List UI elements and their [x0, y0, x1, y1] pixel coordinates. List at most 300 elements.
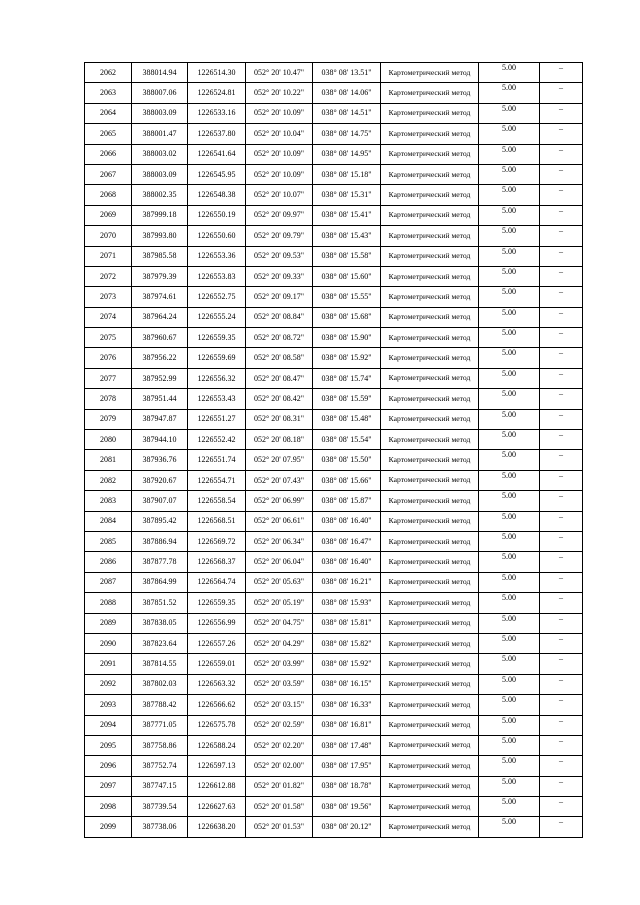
longitude-cell: 038° 08' 15.43": [313, 226, 381, 246]
precision-cell: 5.00: [479, 185, 540, 205]
note-cell: –: [540, 246, 583, 266]
latitude-cell: 052° 20' 02.00": [246, 756, 313, 776]
x-coordinate-cell: 387739.54: [132, 797, 188, 817]
latitude-cell: 052° 20' 01.58": [246, 797, 313, 817]
method-cell: Картометрический метод: [381, 552, 479, 572]
x-coordinate-cell: 387993.80: [132, 226, 188, 246]
note-cell: –: [540, 63, 583, 83]
latitude-cell: 052° 20' 09.97": [246, 205, 313, 225]
point-number-cell: 2083: [85, 491, 132, 511]
x-coordinate-cell: 387985.58: [132, 246, 188, 266]
x-coordinate-cell: 388003.09: [132, 164, 188, 184]
note-cell: –: [540, 103, 583, 123]
precision-cell: 5.00: [479, 328, 540, 348]
point-number-cell: 2098: [85, 797, 132, 817]
latitude-cell: 052° 20' 08.84": [246, 307, 313, 327]
longitude-cell: 038° 08' 15.81": [313, 613, 381, 633]
table-row: [85, 572, 583, 592]
table-row: [85, 470, 583, 490]
method-cell: Картометрический метод: [381, 266, 479, 286]
latitude-cell: 052° 20' 10.07": [246, 185, 313, 205]
precision-cell: 5.00: [479, 450, 540, 470]
point-number-cell: 2097: [85, 776, 132, 796]
longitude-cell: 038° 08' 15.92": [313, 654, 381, 674]
longitude-cell: 038° 08' 15.31": [313, 185, 381, 205]
point-number-cell: 2077: [85, 368, 132, 388]
note-cell: –: [540, 531, 583, 551]
note-cell: –: [540, 368, 583, 388]
note-cell: –: [540, 266, 583, 286]
longitude-cell: 038° 08' 16.40": [313, 511, 381, 531]
method-cell: Картометрический метод: [381, 674, 479, 694]
method-cell: Картометрический метод: [381, 389, 479, 409]
point-number-cell: 2084: [85, 511, 132, 531]
y-coordinate-cell: 1226553.83: [188, 266, 246, 286]
precision-cell: 5.00: [479, 613, 540, 633]
point-number-cell: 2069: [85, 205, 132, 225]
precision-cell: 5.00: [479, 776, 540, 796]
point-number-cell: 2078: [85, 389, 132, 409]
precision-cell: 5.00: [479, 205, 540, 225]
x-coordinate-cell: 387814.55: [132, 654, 188, 674]
y-coordinate-cell: 1226537.80: [188, 124, 246, 144]
note-cell: –: [540, 633, 583, 653]
point-number-cell: 2091: [85, 654, 132, 674]
note-cell: –: [540, 470, 583, 490]
longitude-cell: 038° 08' 15.90": [313, 328, 381, 348]
note-cell: –: [540, 83, 583, 103]
latitude-cell: 052° 20' 08.47": [246, 368, 313, 388]
y-coordinate-cell: 1226564.74: [188, 572, 246, 592]
precision-cell: 5.00: [479, 552, 540, 572]
point-number-cell: 2065: [85, 124, 132, 144]
point-number-cell: 2085: [85, 531, 132, 551]
longitude-cell: 038° 08' 13.51": [313, 63, 381, 83]
note-cell: –: [540, 654, 583, 674]
latitude-cell: 052° 20' 06.34": [246, 531, 313, 551]
y-coordinate-cell: 1226559.69: [188, 348, 246, 368]
method-cell: Картометрический метод: [381, 307, 479, 327]
precision-cell: 5.00: [479, 491, 540, 511]
point-number-cell: 2096: [85, 756, 132, 776]
method-cell: Картометрический метод: [381, 572, 479, 592]
x-coordinate-cell: 387864.99: [132, 572, 188, 592]
point-number-cell: 2080: [85, 430, 132, 450]
note-cell: –: [540, 797, 583, 817]
note-cell: –: [540, 491, 583, 511]
table-row: [85, 226, 583, 246]
latitude-cell: 052° 20' 08.58": [246, 348, 313, 368]
longitude-cell: 038° 08' 15.60": [313, 266, 381, 286]
method-cell: Картометрический метод: [381, 633, 479, 653]
method-cell: Картометрический метод: [381, 287, 479, 307]
y-coordinate-cell: 1226588.24: [188, 735, 246, 755]
point-number-cell: 2062: [85, 63, 132, 83]
point-number-cell: 2075: [85, 328, 132, 348]
y-coordinate-cell: 1226552.75: [188, 287, 246, 307]
point-number-cell: 2076: [85, 348, 132, 368]
method-cell: Картометрический метод: [381, 511, 479, 531]
x-coordinate-cell: 387895.42: [132, 511, 188, 531]
x-coordinate-cell: 388001.47: [132, 124, 188, 144]
note-cell: –: [540, 328, 583, 348]
table-row: [85, 63, 583, 83]
table-row: [85, 491, 583, 511]
x-coordinate-cell: 387738.06: [132, 817, 188, 837]
method-cell: Картометрический метод: [381, 491, 479, 511]
note-cell: –: [540, 552, 583, 572]
x-coordinate-cell: 388002.35: [132, 185, 188, 205]
latitude-cell: 052° 20' 02.59": [246, 715, 313, 735]
latitude-cell: 052° 20' 01.53": [246, 817, 313, 837]
y-coordinate-cell: 1226514.30: [188, 63, 246, 83]
precision-cell: 5.00: [479, 531, 540, 551]
longitude-cell: 038° 08' 15.18": [313, 164, 381, 184]
method-cell: Картометрический метод: [381, 144, 479, 164]
precision-cell: 5.00: [479, 797, 540, 817]
point-number-cell: 2086: [85, 552, 132, 572]
precision-cell: 5.00: [479, 633, 540, 653]
x-coordinate-cell: 387851.52: [132, 593, 188, 613]
x-coordinate-cell: 387947.87: [132, 409, 188, 429]
x-coordinate-cell: 387999.18: [132, 205, 188, 225]
table-row: [85, 674, 583, 694]
method-cell: Картометрический метод: [381, 817, 479, 837]
method-cell: Картометрический метод: [381, 613, 479, 633]
method-cell: Картометрический метод: [381, 205, 479, 225]
method-cell: Картометрический метод: [381, 695, 479, 715]
longitude-cell: 038° 08' 16.47": [313, 531, 381, 551]
latitude-cell: 052° 20' 09.79": [246, 226, 313, 246]
x-coordinate-cell: 388007.06: [132, 83, 188, 103]
y-coordinate-cell: 1226575.78: [188, 715, 246, 735]
note-cell: –: [540, 205, 583, 225]
y-coordinate-cell: 1226566.62: [188, 695, 246, 715]
precision-cell: 5.00: [479, 470, 540, 490]
y-coordinate-cell: 1226533.16: [188, 103, 246, 123]
longitude-cell: 038° 08' 15.50": [313, 450, 381, 470]
note-cell: –: [540, 389, 583, 409]
note-cell: –: [540, 409, 583, 429]
method-cell: Картометрический метод: [381, 735, 479, 755]
table-row: [85, 307, 583, 327]
latitude-cell: 052° 20' 02.20": [246, 735, 313, 755]
method-cell: Картометрический метод: [381, 450, 479, 470]
note-cell: –: [540, 593, 583, 613]
precision-cell: 5.00: [479, 266, 540, 286]
x-coordinate-cell: 387952.99: [132, 368, 188, 388]
point-number-cell: 2093: [85, 695, 132, 715]
y-coordinate-cell: 1226556.99: [188, 613, 246, 633]
precision-cell: 5.00: [479, 695, 540, 715]
point-number-cell: 2068: [85, 185, 132, 205]
precision-cell: 5.00: [479, 674, 540, 694]
method-cell: Картометрический метод: [381, 797, 479, 817]
note-cell: –: [540, 287, 583, 307]
y-coordinate-cell: 1226553.36: [188, 246, 246, 266]
y-coordinate-cell: 1226551.27: [188, 409, 246, 429]
method-cell: Картометрический метод: [381, 246, 479, 266]
table-row: [85, 613, 583, 633]
note-cell: –: [540, 226, 583, 246]
method-cell: Картометрический метод: [381, 715, 479, 735]
table-row: [85, 246, 583, 266]
x-coordinate-cell: 387920.67: [132, 470, 188, 490]
y-coordinate-cell: 1226627.63: [188, 797, 246, 817]
precision-cell: 5.00: [479, 287, 540, 307]
y-coordinate-cell: 1226545.95: [188, 164, 246, 184]
latitude-cell: 052° 20' 01.82": [246, 776, 313, 796]
latitude-cell: 052° 20' 10.47": [246, 63, 313, 83]
note-cell: –: [540, 450, 583, 470]
precision-cell: 5.00: [479, 409, 540, 429]
table-row: [85, 164, 583, 184]
method-cell: Картометрический метод: [381, 368, 479, 388]
note-cell: –: [540, 613, 583, 633]
latitude-cell: 052° 20' 09.17": [246, 287, 313, 307]
point-number-cell: 2094: [85, 715, 132, 735]
coordinates-table: [84, 62, 583, 838]
table-row: [85, 450, 583, 470]
method-cell: Картометрический метод: [381, 83, 479, 103]
x-coordinate-cell: 387823.64: [132, 633, 188, 653]
method-cell: Картометрический метод: [381, 430, 479, 450]
x-coordinate-cell: 387974.61: [132, 287, 188, 307]
precision-cell: 5.00: [479, 654, 540, 674]
longitude-cell: 038° 08' 15.68": [313, 307, 381, 327]
x-coordinate-cell: 387758.86: [132, 735, 188, 755]
y-coordinate-cell: 1226553.43: [188, 389, 246, 409]
precision-cell: 5.00: [479, 511, 540, 531]
note-cell: –: [540, 185, 583, 205]
table-row: [85, 328, 583, 348]
table-row: [85, 552, 583, 572]
latitude-cell: 052° 20' 04.75": [246, 613, 313, 633]
precision-cell: 5.00: [479, 430, 540, 450]
latitude-cell: 052° 20' 08.42": [246, 389, 313, 409]
latitude-cell: 052° 20' 08.31": [246, 409, 313, 429]
table-row: [85, 348, 583, 368]
point-number-cell: 2088: [85, 593, 132, 613]
precision-cell: 5.00: [479, 715, 540, 735]
longitude-cell: 038° 08' 15.41": [313, 205, 381, 225]
x-coordinate-cell: 387802.03: [132, 674, 188, 694]
table-row: [85, 144, 583, 164]
x-coordinate-cell: 387944.10: [132, 430, 188, 450]
latitude-cell: 052° 20' 07.43": [246, 470, 313, 490]
x-coordinate-cell: 387838.05: [132, 613, 188, 633]
y-coordinate-cell: 1226559.01: [188, 654, 246, 674]
point-number-cell: 2092: [85, 674, 132, 694]
latitude-cell: 052° 20' 09.53": [246, 246, 313, 266]
latitude-cell: 052° 20' 05.63": [246, 572, 313, 592]
longitude-cell: 038° 08' 19.56": [313, 797, 381, 817]
table-row: [85, 409, 583, 429]
y-coordinate-cell: 1226563.32: [188, 674, 246, 694]
precision-cell: 5.00: [479, 368, 540, 388]
note-cell: –: [540, 307, 583, 327]
point-number-cell: 2073: [85, 287, 132, 307]
point-number-cell: 2067: [85, 164, 132, 184]
note-cell: –: [540, 735, 583, 755]
method-cell: Картометрический метод: [381, 124, 479, 144]
method-cell: Картометрический метод: [381, 226, 479, 246]
method-cell: Картометрический метод: [381, 756, 479, 776]
table-row: [85, 654, 583, 674]
latitude-cell: 052° 20' 06.99": [246, 491, 313, 511]
latitude-cell: 052° 20' 03.15": [246, 695, 313, 715]
note-cell: –: [540, 124, 583, 144]
longitude-cell: 038° 08' 15.74": [313, 368, 381, 388]
longitude-cell: 038° 08' 16.15": [313, 674, 381, 694]
x-coordinate-cell: 388014.94: [132, 63, 188, 83]
longitude-cell: 038° 08' 15.59": [313, 389, 381, 409]
y-coordinate-cell: 1226554.71: [188, 470, 246, 490]
method-cell: Картометрический метод: [381, 409, 479, 429]
method-cell: Картометрический метод: [381, 185, 479, 205]
point-number-cell: 2087: [85, 572, 132, 592]
table-body: [85, 63, 583, 838]
longitude-cell: 038° 08' 16.33": [313, 695, 381, 715]
x-coordinate-cell: 387907.07: [132, 491, 188, 511]
x-coordinate-cell: 387752.74: [132, 756, 188, 776]
y-coordinate-cell: 1226541.64: [188, 144, 246, 164]
point-number-cell: 2074: [85, 307, 132, 327]
table-row: [85, 389, 583, 409]
y-coordinate-cell: 1226555.24: [188, 307, 246, 327]
y-coordinate-cell: 1226559.35: [188, 593, 246, 613]
longitude-cell: 038° 08' 14.95": [313, 144, 381, 164]
note-cell: –: [540, 756, 583, 776]
latitude-cell: 052° 20' 05.19": [246, 593, 313, 613]
latitude-cell: 052° 20' 08.18": [246, 430, 313, 450]
table-row: [85, 531, 583, 551]
table-row: [85, 266, 583, 286]
latitude-cell: 052° 20' 10.09": [246, 103, 313, 123]
point-number-cell: 2063: [85, 83, 132, 103]
longitude-cell: 038° 08' 15.82": [313, 633, 381, 653]
y-coordinate-cell: 1226551.74: [188, 450, 246, 470]
latitude-cell: 052° 20' 06.61": [246, 511, 313, 531]
longitude-cell: 038° 08' 14.06": [313, 83, 381, 103]
precision-cell: 5.00: [479, 348, 540, 368]
latitude-cell: 052° 20' 09.33": [246, 266, 313, 286]
method-cell: Картометрический метод: [381, 63, 479, 83]
x-coordinate-cell: 387788.42: [132, 695, 188, 715]
longitude-cell: 038° 08' 17.95": [313, 756, 381, 776]
precision-cell: 5.00: [479, 756, 540, 776]
y-coordinate-cell: 1226559.35: [188, 328, 246, 348]
longitude-cell: 038° 08' 15.87": [313, 491, 381, 511]
precision-cell: 5.00: [479, 124, 540, 144]
point-number-cell: 2089: [85, 613, 132, 633]
latitude-cell: 052° 20' 10.09": [246, 164, 313, 184]
x-coordinate-cell: 387886.94: [132, 531, 188, 551]
longitude-cell: 038° 08' 20.12": [313, 817, 381, 837]
precision-cell: 5.00: [479, 307, 540, 327]
point-number-cell: 2070: [85, 226, 132, 246]
y-coordinate-cell: 1226524.81: [188, 83, 246, 103]
x-coordinate-cell: 388003.02: [132, 144, 188, 164]
table-row: [85, 83, 583, 103]
table-row: [85, 735, 583, 755]
y-coordinate-cell: 1226557.26: [188, 633, 246, 653]
longitude-cell: 038° 08' 15.92": [313, 348, 381, 368]
method-cell: Картометрический метод: [381, 531, 479, 551]
point-number-cell: 2079: [85, 409, 132, 429]
longitude-cell: 038° 08' 15.48": [313, 409, 381, 429]
precision-cell: 5.00: [479, 735, 540, 755]
longitude-cell: 038° 08' 18.78": [313, 776, 381, 796]
point-number-cell: 2066: [85, 144, 132, 164]
y-coordinate-cell: 1226548.38: [188, 185, 246, 205]
y-coordinate-cell: 1226550.19: [188, 205, 246, 225]
table-row: [85, 103, 583, 123]
point-number-cell: 2090: [85, 633, 132, 653]
note-cell: –: [540, 430, 583, 450]
point-number-cell: 2072: [85, 266, 132, 286]
precision-cell: 5.00: [479, 83, 540, 103]
precision-cell: 5.00: [479, 164, 540, 184]
table-row: [85, 593, 583, 613]
latitude-cell: 052° 20' 10.09": [246, 144, 313, 164]
method-cell: Картометрический метод: [381, 103, 479, 123]
table-row: [85, 633, 583, 653]
precision-cell: 5.00: [479, 103, 540, 123]
note-cell: –: [540, 348, 583, 368]
table-row: [85, 511, 583, 531]
note-cell: –: [540, 144, 583, 164]
table-row: [85, 287, 583, 307]
y-coordinate-cell: 1226568.51: [188, 511, 246, 531]
note-cell: –: [540, 511, 583, 531]
note-cell: –: [540, 817, 583, 837]
latitude-cell: 052° 20' 03.99": [246, 654, 313, 674]
method-cell: Картометрический метод: [381, 348, 479, 368]
x-coordinate-cell: 387936.76: [132, 450, 188, 470]
y-coordinate-cell: 1226550.60: [188, 226, 246, 246]
x-coordinate-cell: 387747.15: [132, 776, 188, 796]
y-coordinate-cell: 1226612.88: [188, 776, 246, 796]
point-number-cell: 2064: [85, 103, 132, 123]
precision-cell: 5.00: [479, 63, 540, 83]
note-cell: –: [540, 695, 583, 715]
point-number-cell: 2099: [85, 817, 132, 837]
note-cell: –: [540, 572, 583, 592]
latitude-cell: 052° 20' 08.72": [246, 328, 313, 348]
x-coordinate-cell: 387771.05: [132, 715, 188, 735]
precision-cell: 5.00: [479, 389, 540, 409]
x-coordinate-cell: 387960.67: [132, 328, 188, 348]
table-row: [85, 817, 583, 837]
table-row: [85, 715, 583, 735]
longitude-cell: 038° 08' 14.51": [313, 103, 381, 123]
y-coordinate-cell: 1226558.54: [188, 491, 246, 511]
precision-cell: 5.00: [479, 226, 540, 246]
precision-cell: 5.00: [479, 246, 540, 266]
longitude-cell: 038° 08' 16.40": [313, 552, 381, 572]
longitude-cell: 038° 08' 16.81": [313, 715, 381, 735]
latitude-cell: 052° 20' 10.04": [246, 124, 313, 144]
y-coordinate-cell: 1226552.42: [188, 430, 246, 450]
x-coordinate-cell: 388003.09: [132, 103, 188, 123]
precision-cell: 5.00: [479, 572, 540, 592]
table-row: [85, 124, 583, 144]
x-coordinate-cell: 387877.78: [132, 552, 188, 572]
table-row: [85, 430, 583, 450]
x-coordinate-cell: 387951.44: [132, 389, 188, 409]
note-cell: –: [540, 776, 583, 796]
